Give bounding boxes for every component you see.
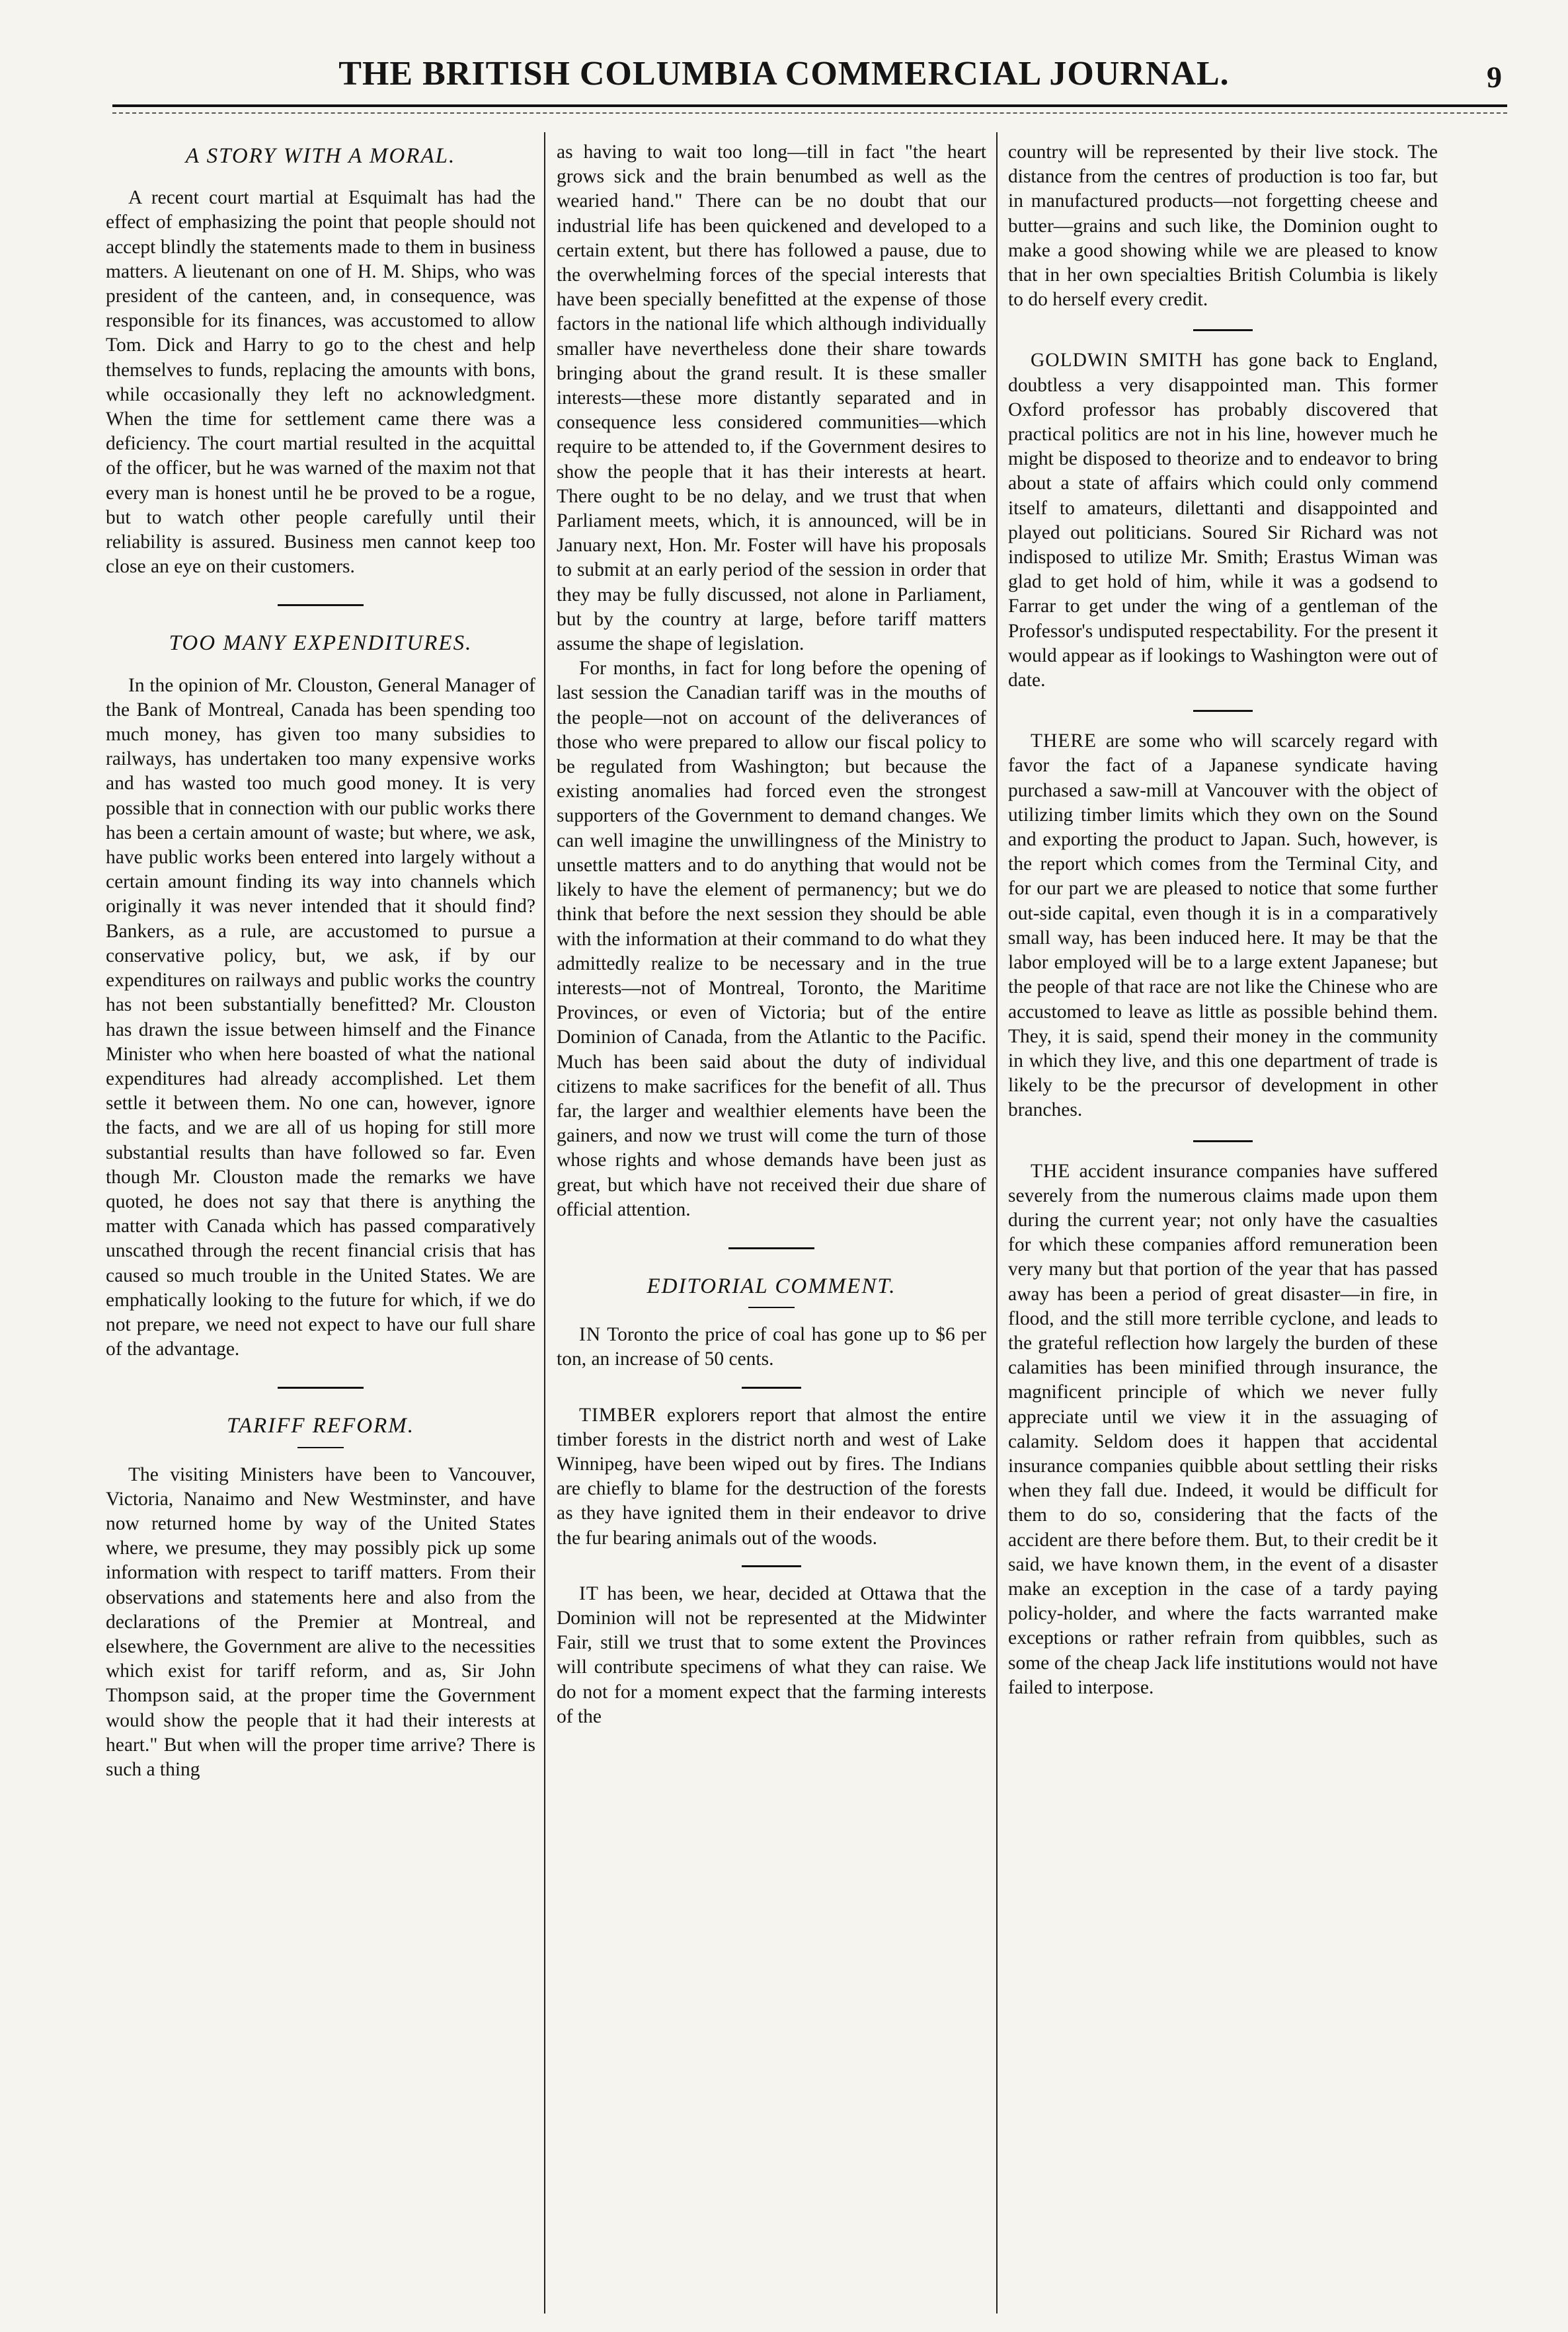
editorial-text: Toronto the price of coal has gone up to $6 per ton, an increase of 50 cents. [557, 1324, 987, 1370]
editorial-item [557, 1323, 986, 1372]
editorial-item [1008, 1159, 1438, 1700]
editorial-lead: IT [579, 1582, 599, 1604]
section-divider [742, 1565, 801, 1567]
column-3 [1008, 140, 1438, 2295]
journal-title: THE BRITISH COLUMBIA COMMERCIAL JOURNAL. [338, 55, 1230, 93]
section-divider [1193, 710, 1253, 712]
editorial-continued: country will be represented by their live stock. The distance from the centres of production is too far, but in manufactured products—not forgetting cheese and butter—grains and such like, the Dominion ought to make a good showing while we are pleased to know that in her own specialties British Columbia is likely to do herself every credit. [1008, 141, 1438, 311]
section-divider [1193, 1140, 1253, 1142]
article-tariff-text: The visiting Ministers have been to Vancouver, Victoria, Nanaimo and New Westminster, and have now returned home by way of the United States where, we presume, they may possibly pick up some information with respect to tariff matters. From their observations and statements here and also from the declarations of the Premier at Montreal, and elsewhere, the Government are alive to the necessities which exist for tariff reform, and as, Sir John Thompson said, at the proper time the Government would show the people that it had their interests at heart." But when will the proper time arrive? There is such a thing [106, 1463, 535, 1780]
article-heading-tariff: TARIFF REFORM. [227, 1414, 414, 1438]
column-separator [544, 132, 545, 2313]
editorial-lead: TIMBER [579, 1404, 657, 1426]
editorial-lead: IN [579, 1324, 602, 1346]
article-heading-story: A STORY WITH A MORAL. [185, 144, 456, 168]
editorial-item [557, 1403, 986, 1551]
editorial-lead: THERE [1031, 730, 1097, 752]
heading-rule [748, 1307, 795, 1308]
editorial-lead: THE [1031, 1160, 1071, 1182]
header-rule-dashed [112, 112, 1507, 114]
article-story-text: A recent court martial at Esquimalt has had the effect of emphasizing the point that people should not accept blindly the statements made to them in business matters. A lieutenant on one of H. M. Ships, who was president of the canteen, and, in consequence, was responsible for its finances, was accustomed to allow Tom. Dick and Harry to go to the chest and help themselves to funds, replacing the amounts with bons, while occasionally they left no acknowledgment. When the time for settlement came there was a deficiency. The court martial resulted in the acquittal of the officer, but he was warned of the maxim not that every man is honest until he be proved to be a rogue, but to watch other people carefully until their reliability is assured. Business men cannot keep too close an eye on their customers. [106, 187, 535, 578]
article-tariff-continued: as having to wait too long—till in fact "the heart grows sick and the brain benumbed as well as the wearied hand." There can be no doubt that our industrial life has been quickened and developed to a certain extent, but there has followed a pause, due to the overwhelming forces of the special interests that have been specially benefitted at the expense of those factors in the national life which although individually smaller have nevertheless done their share towards bringing about the grand result. It is these smaller interests—these more distantly separated and in consequence less considered communities—which require to be attended to, if the Government desires to show the people that it has their interests at heart. There ought to be no delay, and we trust that when Parliament meets, which, it is announced, will be in January next, Hon. Mr. Foster will have his proposals to submit at an early period of the session in order that they may be fully discussed, not alone in Parliament, but by the country at large, before tariff matters assume the shape of legislation. [557, 141, 986, 655]
editorial-text: accident insurance companies have suffered severely from the numerous claims made upon them during the current year; not only have the casualties for which these companies afford remuneration been very many but that portion of the year that has passed away has been a period of great disaster—in fire, in flood, and the still more terrible cyclone, and leads to the grateful reflection how largely the burden of these calamities has been minified through insurance, the magnificent principle of which we never fully appreciate until we view it in the assuaging of calamity. Seldom does it happen that accidental insurance companies quibble about settling their risks when they fall due. Indeed, it would be difficult for them to do so, considering that the facts of the accident are there before them. But, to their credit be it said, we have known them, in the event of a disaster make an exception in the case of a tardy paying policy-holder, and where the facts warranted make exceptions or rather refrain from quibbles, such as some of the cheap Jack life institutions would not have failed to interpose. [1008, 1160, 1438, 1698]
column-1 [106, 140, 535, 2295]
heading-rule [297, 1447, 344, 1448]
editorial-text: has gone back to England, doubtless a very disappointed man. This former Oxford professor has probably discovered that practical politics are not in his line, however much he might be disposed to theorize and to endeavor to bring about a state of affairs which could only commend itself to amateurs, dilettanti and disappointed and played out politicians. Soured Sir Richard was not indisposed to utilize Mr. Smith; Erastus Wiman was glad to get hold of him, while it was a godsend to Farrar to get under the wing of a gentleman of the Professor's undisputed respectability. For the present it would appear as if lookings to Washington were out of date. [1008, 350, 1438, 691]
section-divider [278, 1387, 364, 1389]
editorial-item [1008, 348, 1438, 693]
editorial-text: explorers report that almost the entire timber forests in the district north and west of Lake Winnipeg, have been wiped out by fires. The Indians are chiefly to blame for the destruction of the forests as they have ignited them in their endeavor to drive the fur bearing animals out of the woods. [557, 1404, 986, 1549]
editorial-text: has been, we hear, decided at Ottawa that the Dominion will not be represented at the Midwinter Fair, still we trust that to some extent the Provinces will contribute specimens of what they can raise. We do not for a moment expect that the farming interests of the [557, 1582, 987, 1727]
section-divider [1193, 329, 1253, 331]
article-tariff-paragraph: For months, in fact for long before the opening of last session the Canadian tariff was in the mouths of the people—not on account of the deliverances of those who were prepared to allow our fiscal policy to be regulated from Washington; but because the existing anomalies had forced even the strongest supporters of the Government to demand changes. We can well imagine the unwillingness of the Ministry to unsettle matters and to do anything that would not be likely to have the element of permanency; but we do think that before the next session they should be able with the information at their command to do what they admittedly realize to be necessary and in the true interests—not of Montreal, Toronto, the Maritime Provinces, or even of Victoria; but of the entire Dominion of Canada, from the Atlantic to the Pacific. Much has been said about the duty of individual citizens to make sacrifices for the benefit of all. Thus far, the larger and wealthier elements have been the gainers, and now we trust will come the turn of those whose rights and whose demands have been just as great, but which have not received their due share of official attention. [557, 658, 986, 1220]
column-separator [996, 132, 998, 2313]
article-heading-expenditures: TOO MANY EXPENDITURES. [169, 631, 473, 656]
section-divider [278, 604, 364, 606]
editorial-item [1008, 729, 1438, 1122]
editorial-text: are some who will scarcely regard with favor the fact of a Japanese syndicate having purchased a saw-mill at Vancouver with the object of utilizing timber limits which they own on the Sound and exporting the product to Japan. Such, however, is the report which comes from the Terminal City, and for our part we are pleased to notice that some further out-side capital, even though it is in a comparatively small way, has been induced here. It may be that the labor employed will be to a large extent Japanese; but the people of that race are not like the Chinese who are accustomed to leave as little as possible behind them. They, it is said, spend their money in the community in which they live, and this one department of trade is likely to be the precursor of development in other branches. [1008, 730, 1438, 1121]
column-2 [557, 140, 986, 2295]
editorial-heading: EDITORIAL COMMENT. [647, 1274, 896, 1298]
article-expenditures-text: In the opinion of Mr. Clouston, General Manager of the Bank of Montreal, Canada has been spending too much money, has given too many subsidies to railways, has undertaken too many expensive works and has wasted too much good money. It is very possible that in connection with our public works there has been a certain amount of waste; but where, we ask, have public works been entered into largely without a certain amount finding its way into channels which originally it was never intended that it should find? Bankers, as a rule, are accustomed to pursue a conservative policy, but, we ask, if by our expenditures on railways and public works the country has not been substantially benefitted? Mr. Clouston has drawn the issue between himself and the Finance Minister who when here boasted of what the national expenditures had already accomplished. Let them settle it between them. No one can, however, ignore the facts, and we are all of us hoping for still more substantial results than have followed so far. Even though Mr. Clouston made the remarks we have quoted, he does not say that there is anything the matter with Canada which has passed comparatively unscathed through the recent financial crisis that has caused so much trouble in the United States. We are emphatically looking to the future for which, if we do not prepare, we need not expect to have our full share of the advantage. [106, 674, 535, 1360]
editorial-item [557, 1582, 986, 1729]
section-divider [728, 1247, 814, 1249]
section-divider [742, 1387, 801, 1389]
editorial-lead: GOLDWIN SMITH [1031, 350, 1203, 371]
page-number: 9 [1487, 60, 1502, 94]
header-rule [112, 104, 1507, 107]
